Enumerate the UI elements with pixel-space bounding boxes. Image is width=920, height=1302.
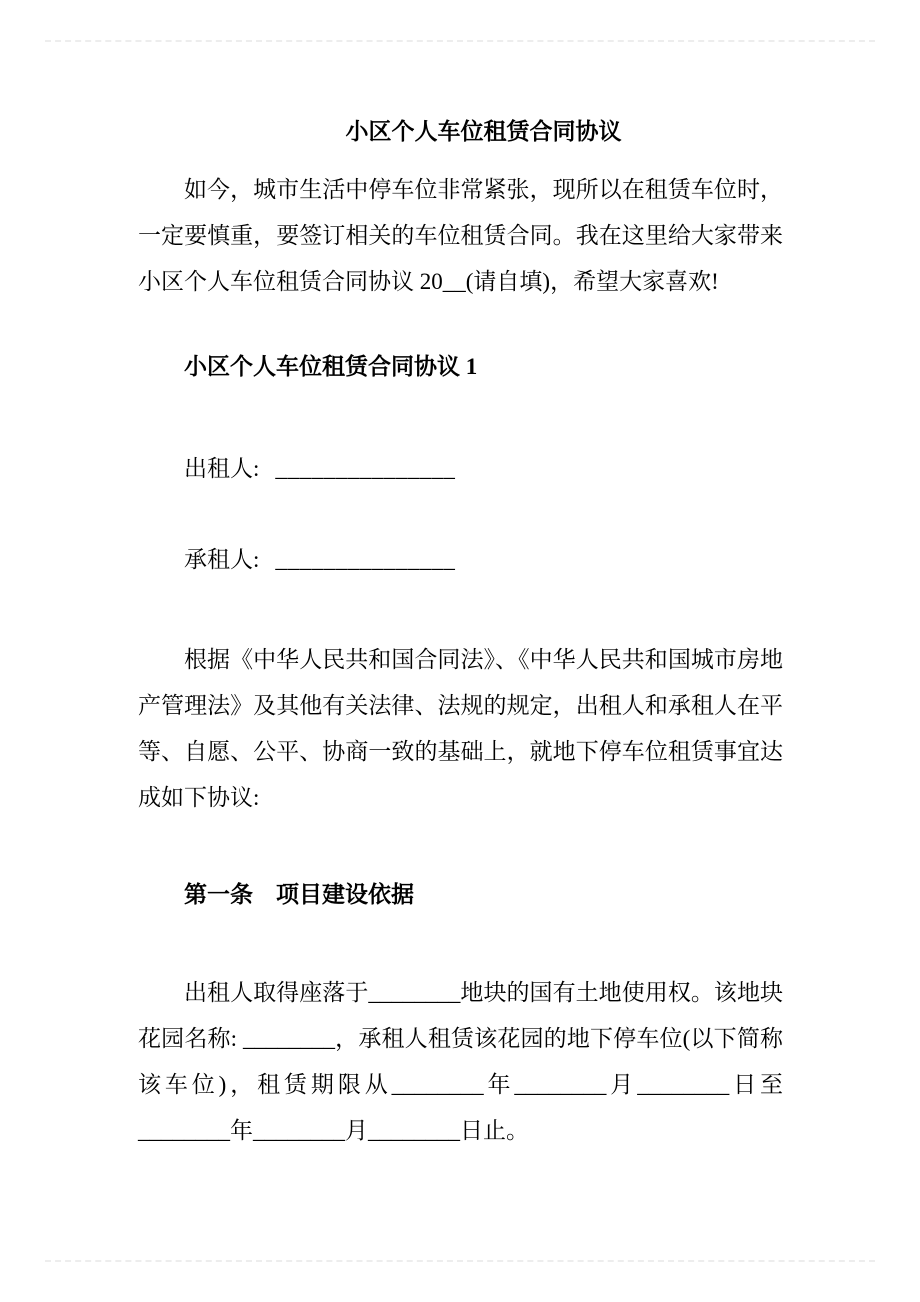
article1-paragraph: 出租人取得座落于________地块的国有土地使用权。该地块花园名称: ________，承租人租赁该花园的地下停车位(以下简称该车位)，租赁期限从________年________月________日至________年________月________日止。: [138, 980, 783, 1143]
lessee-line: [138, 537, 783, 583]
intro-paragraph: 如今，城市生活中停车位非常紧张，现所以在租赁车位时，一定要慎重，要签订相关的车位租赁合同。我在这里给大家带来小区个人车位租赁合同协议 20__(请自填)，希望大家喜欢!: [138, 177, 783, 294]
lessee-blank-line: _______________: [275, 547, 456, 572]
faded-watermark-line-top: [45, 40, 875, 42]
section1-heading: 小区个人车位租赁合同协议 1: [184, 354, 478, 379]
lessor-blank-line: _______________: [275, 456, 456, 481]
lessor-label: 出租人:: [184, 456, 260, 481]
lessor-line: [138, 446, 783, 492]
document-title: 小区个人车位租赁合同协议: [345, 119, 622, 144]
lessee-label: 承租人:: [184, 547, 260, 572]
article1-heading: 第一条 项目建设依据: [184, 882, 414, 907]
legal-basis-paragraph: 根据《中华人民共和国合同法》、《中华人民共和国城市房地产管理法》及其他有关法律、法规的规定，出租人和承租人在平等、自愿、公平、协商一致的基础上，就地下停车位租赁事宜达成如下协议:: [138, 647, 783, 810]
faded-watermark-line-bottom: [45, 1260, 875, 1262]
